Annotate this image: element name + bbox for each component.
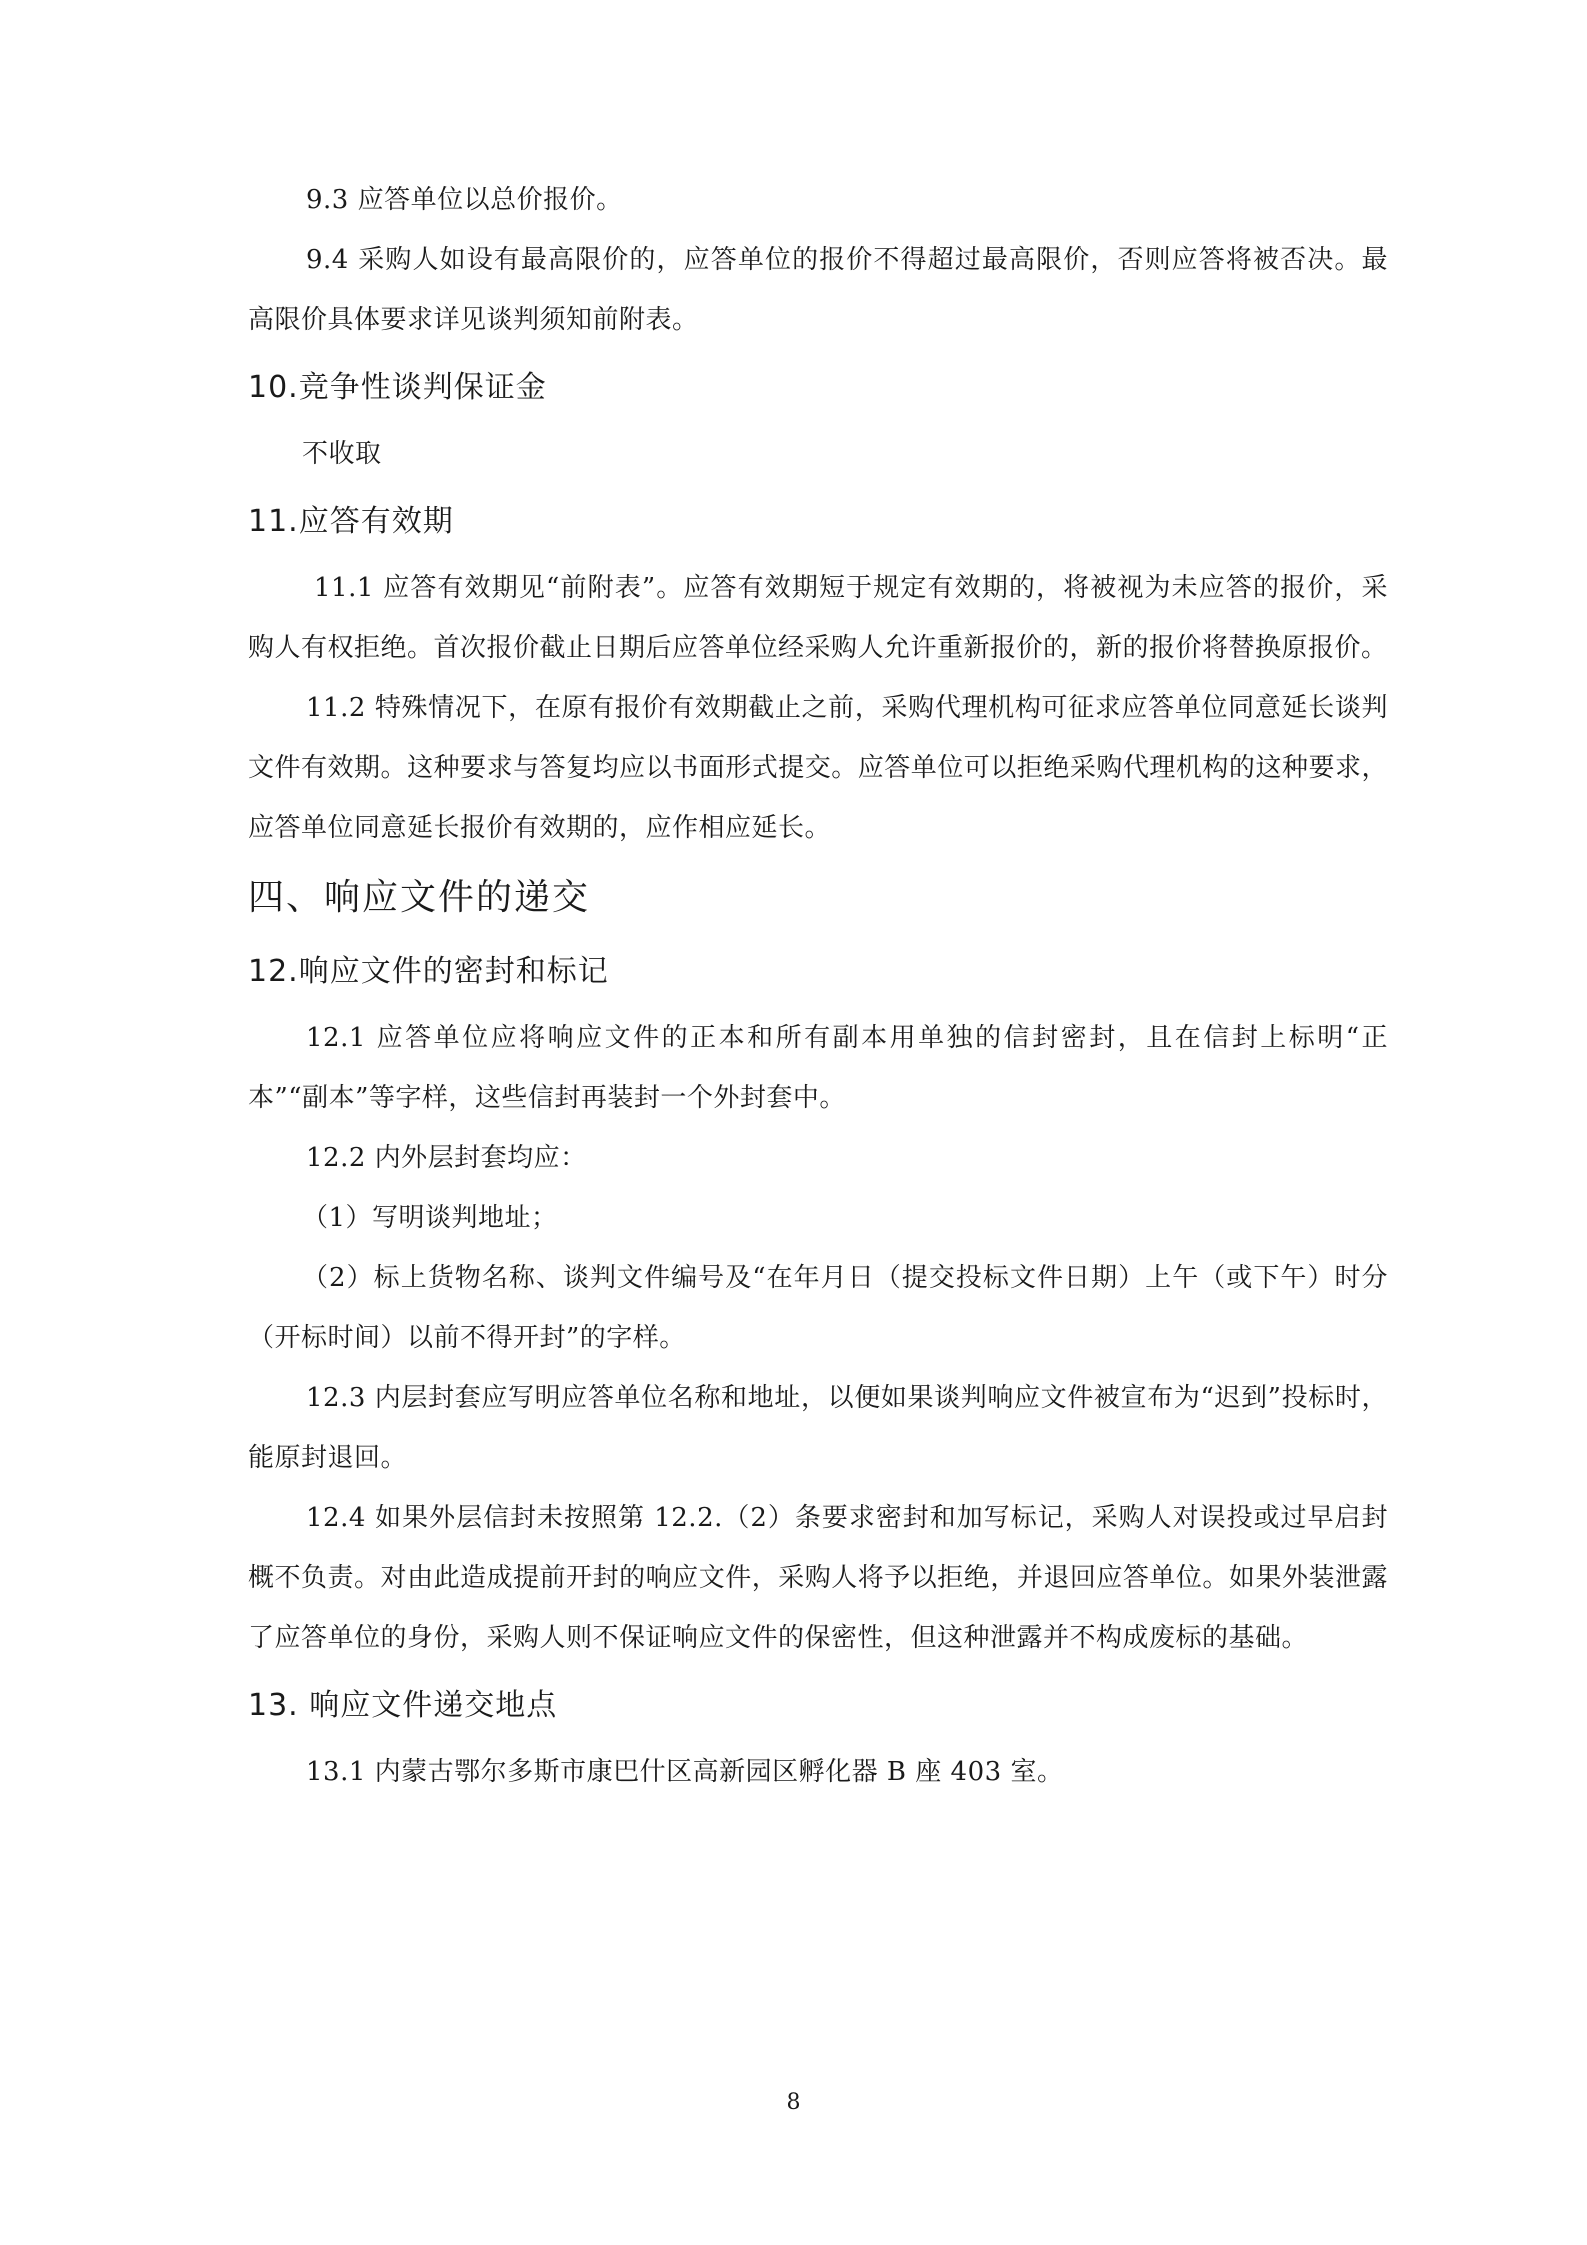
paragraph-12-3: 12.3 内层封套应写明应答单位名称和地址，以便如果谈判响应文件被宣布为“迟到”投标时，能原封退回。 [248, 1383, 1388, 1473]
paragraph-11-2: 11.2 特殊情况下，在原有报价有效期截止之前，采购代理机构可征求应答单位同意延长谈判文件有效期。这种要求与答复均应以书面形式提交。应答单位可以拒绝采购代理机构的这种要求，应答单位同意延长报价有效期的，应作相应延长。 [248, 693, 1388, 843]
page-number: 8 [786, 2090, 801, 2115]
paragraph-12-1: 12.1 应答单位应将响应文件的正本和所有副本用单独的信封密封，且在信封上标明“正本”“副本”等字样，这些信封再装封一个外封套中。 [248, 1023, 1388, 1113]
heading-10-bid-bond: 10.竞争性谈判保证金 [248, 370, 547, 405]
heading-11-validity-period: 11.应答有效期 [248, 504, 454, 539]
paragraph-9-3: 9.3 应答单位以总价报价。 [306, 185, 623, 215]
heading-13-submission-location: 13. 响应文件递交地点 [248, 1688, 558, 1723]
document-page [248, 170, 1388, 1802]
section-heading-4-submission: 四、响应文件的递交 [248, 877, 591, 918]
paragraph-12-2-item-1: （1）写明谈判地址； [302, 1203, 558, 1233]
paragraph-9-4: 9.4 采购人如设有最高限价的，应答单位的报价不得超过最高限价，否则应答将被否决。最高限价具体要求详见谈判须知前附表。 [248, 245, 1388, 335]
paragraph-12-2: 12.2 内外层封套均应： [306, 1143, 587, 1173]
paragraph-13-1: 13.1 内蒙古鄂尔多斯市康巴什区高新园区孵化器 B 座 403 室。 [306, 1757, 1064, 1787]
paragraph-not-charged: 不收取 [302, 439, 382, 469]
paragraph-12-4: 12.4 如果外层信封未按照第 12.2.（2）条要求密封和加写标记，采购人对误投或过早启封概不负责。对由此造成提前开封的响应文件，采购人将予以拒绝，并退回应答单位。如果外装泄露了应答单位的身份，采购人则不保证响应文件的保密性，但这种泄露并不构成废标的基础。 [248, 1503, 1388, 1653]
heading-12-sealing-marking: 12.响应文件的密封和标记 [248, 954, 609, 989]
paragraph-11-1: 11.1 应答有效期见“前附表”。应答有效期短于规定有效期的，将被视为未应答的报价，采购人有权拒绝。首次报价截止日期后应答单位经采购人允许重新报价的，新的报价将替换原报价。 [248, 573, 1388, 663]
paragraph-12-2-item-2: （2）标上货物名称、谈判文件编号及“在年月日（提交投标文件日期）上午（或下午）时分（开标时间）以前不得开封”的字样。 [248, 1263, 1388, 1353]
